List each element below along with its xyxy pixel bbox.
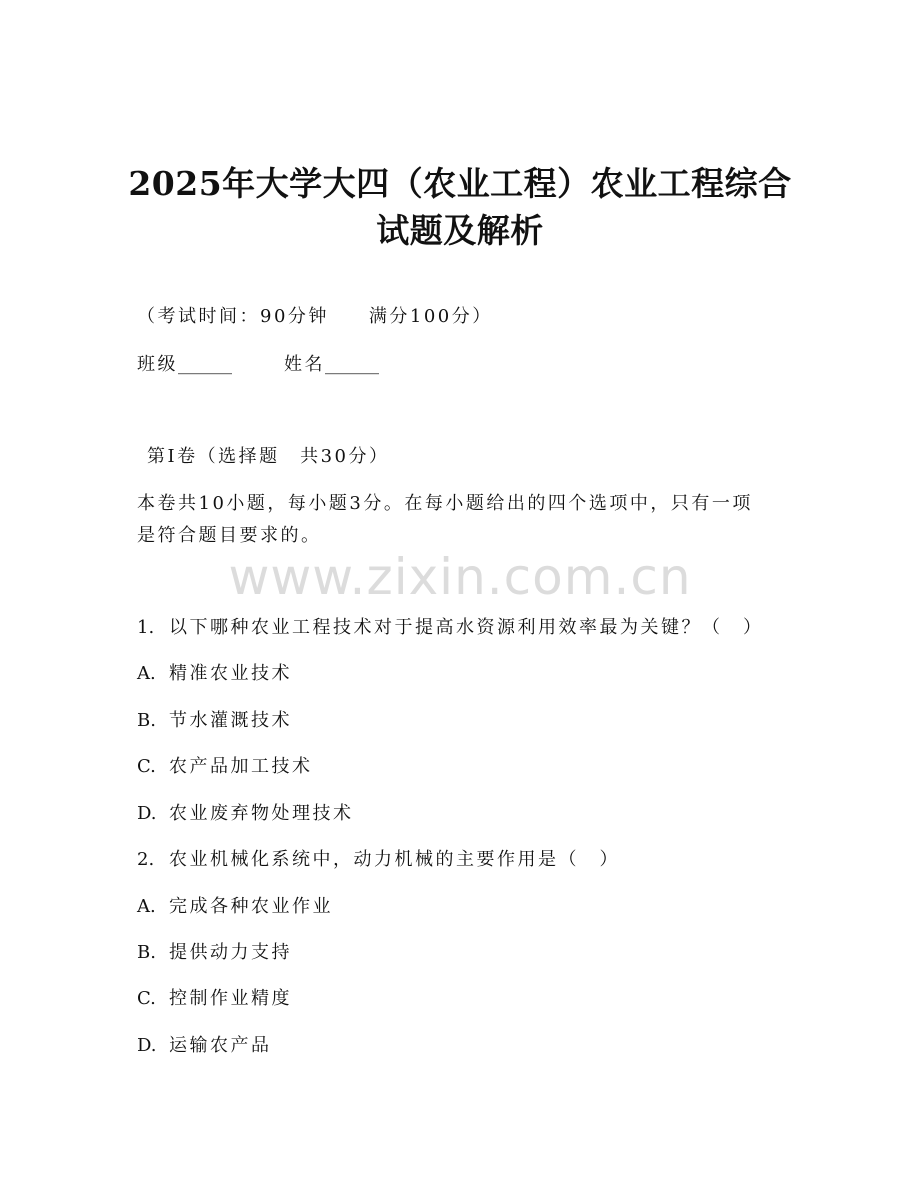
- option-letter: D.: [137, 1035, 157, 1056]
- exam-time: （考试时间：90分钟: [137, 306, 329, 327]
- option-letter: C.: [137, 988, 156, 1009]
- question-1-option-c: [137, 752, 313, 778]
- student-fields: [137, 350, 379, 376]
- option-text: 控制作业精度: [169, 988, 292, 1009]
- name-blank: ______: [325, 354, 379, 375]
- question-number: 1.: [137, 617, 155, 638]
- option-letter: A.: [137, 663, 156, 684]
- option-text: 运输农产品: [169, 1035, 272, 1056]
- section-instructions-line-2: 是符合题目要求的。: [137, 525, 322, 546]
- option-letter: D.: [137, 803, 157, 824]
- document-title-line-1: 2025年大学大四（农业工程）农业工程综合: [128, 164, 792, 203]
- question-1: [137, 613, 764, 639]
- option-letter: C.: [137, 756, 156, 777]
- option-letter: B.: [137, 942, 156, 963]
- option-letter: A.: [137, 896, 156, 917]
- class-label: 班级: [137, 354, 178, 375]
- question-1-option-b: [137, 706, 292, 732]
- option-text: 精准农业技术: [169, 663, 292, 684]
- option-text: 节水灌溉技术: [169, 710, 292, 731]
- name-label: 姓名: [284, 354, 325, 375]
- class-blank: ______: [178, 354, 232, 375]
- exam-info: [137, 302, 493, 328]
- option-letter: B.: [137, 710, 156, 731]
- watermark: www.zixin.com.cn: [228, 548, 692, 606]
- question-2: [137, 845, 620, 871]
- question-1-option-a: [137, 659, 292, 685]
- question-2-option-d: [137, 1031, 272, 1057]
- question-text: 以下哪种农业工程技术对于提高水资源利用效率最为关键？（ ）: [169, 617, 764, 638]
- question-2-option-b: [137, 938, 292, 964]
- question-1-option-d: [137, 799, 354, 825]
- document-title-line-2: 试题及解析: [376, 211, 544, 250]
- section-heading: 第Ⅰ卷（选择题 共30分）: [147, 446, 390, 467]
- option-text: 农产品加工技术: [169, 756, 313, 777]
- exam-score: 满分100分）: [368, 306, 493, 327]
- question-text: 农业机械化系统中，动力机械的主要作用是（ ）: [169, 849, 620, 870]
- question-2-option-a: [137, 892, 333, 918]
- section-instructions-line-1: 本卷共10小题，每小题3分。在每小题给出的四个选项中，只有一项: [137, 493, 753, 514]
- option-text: 农业废弃物处理技术: [169, 803, 354, 824]
- question-number: 2.: [137, 849, 155, 870]
- question-2-option-c: [137, 984, 292, 1010]
- option-text: 提供动力支持: [169, 942, 292, 963]
- option-text: 完成各种农业作业: [169, 896, 333, 917]
